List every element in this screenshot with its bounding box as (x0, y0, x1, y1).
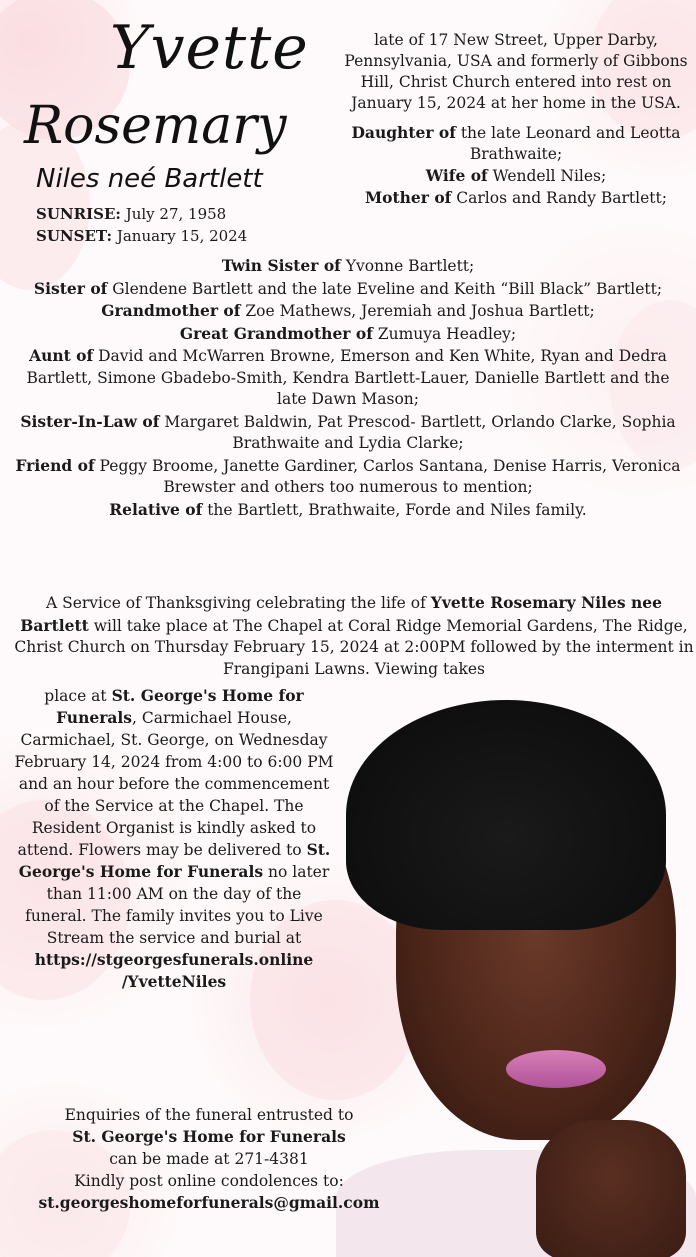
relation-line (14, 411, 682, 455)
relation-label: Great Grandmother of (179, 323, 373, 343)
relation-line (14, 278, 682, 301)
relation-line (336, 187, 696, 209)
funeral-home-name: St. George's Home for Funerals (56, 686, 304, 727)
surname-line: Niles neé Bartlett (36, 164, 263, 194)
relation-label: Relative of (109, 499, 203, 519)
relation-text: David and McWarren Browne, Emerson and Ken White, Ryan and Dedra Bartlett, Simone Gbadebo-Smith, Kendra Bartlett-Lauer, Danielle Bartlett and the late Dawn Mason; (26, 347, 670, 408)
first-name: Yvette (110, 13, 309, 83)
relation-text: Carlos and Randy Bartlett; (451, 189, 667, 207)
phone-line: can be made at 271-4381 (109, 1150, 309, 1168)
relation-label: Twin Sister of (221, 256, 341, 275)
email-link[interactable]: st.georgeshomeforfunerals@gmail.com (38, 1193, 380, 1212)
relation-label: Grandmother of (101, 301, 241, 320)
relation-line (14, 300, 682, 323)
funeral-home-name: St. George's Home for Funerals (72, 1127, 346, 1146)
sunset-row (36, 225, 247, 247)
relation-line (336, 122, 696, 165)
middle-name: Rosemary (24, 96, 287, 156)
service-text: will take place at The Chapel at Coral Ridge Memorial Gardens, The Ridge, Christ Church on Thursday February 15, 2024 at 2:00PM followed by the interment in Frangipani Lawns. Viewing takes (14, 616, 694, 678)
relation-label: Aunt of (29, 346, 94, 365)
service-paragraph (14, 592, 694, 680)
enquiries-block (14, 1104, 404, 1214)
funeral-home-name: St. George's Home for Funerals (18, 840, 331, 881)
relation-line (336, 165, 696, 187)
relation-text: Zoe Mathews, Jeremiah and Joshua Bartlett; (240, 302, 595, 320)
viewing-paragraph (14, 685, 334, 993)
relation-line (14, 499, 682, 522)
relation-text: Glendene Bartlett and the late Eveline and Keith “Bill Black” Bartlett; (107, 279, 663, 298)
relation-text: the late Leonard and Leotta Brathwaite; (455, 124, 681, 163)
viewing-text: , Carmichael House, Carmichael, St. George, on Wednesday February 14, 2024 from 4:00 to 6:00 PM and an hour before the commencement of the Service at the Chapel. The Resident Organist is kindly asked to attend. Flowers may be delivered to (14, 709, 334, 859)
relation-label: Mother of (365, 188, 452, 207)
relation-label: Wife of (425, 166, 488, 185)
relation-label: Friend of (15, 455, 95, 475)
relation-line (14, 455, 682, 499)
sunset-value: January 15, 2024 (116, 227, 248, 245)
portrait-lips (506, 1050, 606, 1088)
livestream-link[interactable]: https://stgeorgesfunerals.online /YvetteNiles (34, 950, 314, 991)
relation-text: the Bartlett, Brathwaite, Forde and Niles family. (202, 500, 587, 519)
sunrise-value: July 27, 1958 (125, 205, 227, 223)
relation-label: Sister-In-Law of (20, 411, 160, 431)
enquiries-line: Enquiries of the funeral entrusted to (64, 1106, 354, 1124)
relation-line (14, 323, 682, 346)
relation-line (14, 255, 682, 278)
intro-column (336, 30, 696, 209)
portrait-hand (536, 1120, 686, 1257)
relation-text: Zumuya Headley; (372, 324, 517, 343)
life-dates (36, 203, 247, 247)
sunset-label: SUNSET: (36, 227, 113, 245)
sunrise-row (36, 203, 247, 225)
viewing-text: no later than 11:00 AM on the day of the funeral. The family invites you to Live Stream the service and burial at (25, 863, 330, 947)
relation-text: Wendell Niles; (487, 167, 607, 185)
relation-text: Margaret Baldwin, Pat Prescod- Bartlett, Orlando Clarke, Sophia Brathwaite and Lydia Clarke; (159, 412, 676, 452)
sunrise-label: SUNRISE: (36, 205, 121, 223)
service-text: A Service of Thanksgiving celebrating the life of (45, 594, 431, 612)
intro-paragraph: late of 17 New Street, Upper Darby, Pennsylvania, USA and formerly of Gibbons Hill, Christ Church entered into rest on January 15, 2024 at her home in the USA. (344, 31, 688, 112)
portrait-hair (346, 700, 666, 930)
deceased-name: Yvette Rosemary Niles nee Bartlett (20, 593, 663, 635)
relation-text: Yvonne Bartlett; (340, 257, 475, 275)
viewing-text: place at (44, 687, 112, 705)
relation-label: Sister of (33, 278, 108, 298)
relation-text: Peggy Broome, Janette Gardiner, Carlos Santana, Denise Harris, Veronica Brewster and others too numerous to mention; (94, 456, 681, 496)
condolences-line: Kindly post online condolences to: (74, 1172, 344, 1190)
relation-line (14, 345, 682, 411)
relation-label: Daughter of (351, 123, 456, 142)
relations-block (14, 255, 682, 521)
